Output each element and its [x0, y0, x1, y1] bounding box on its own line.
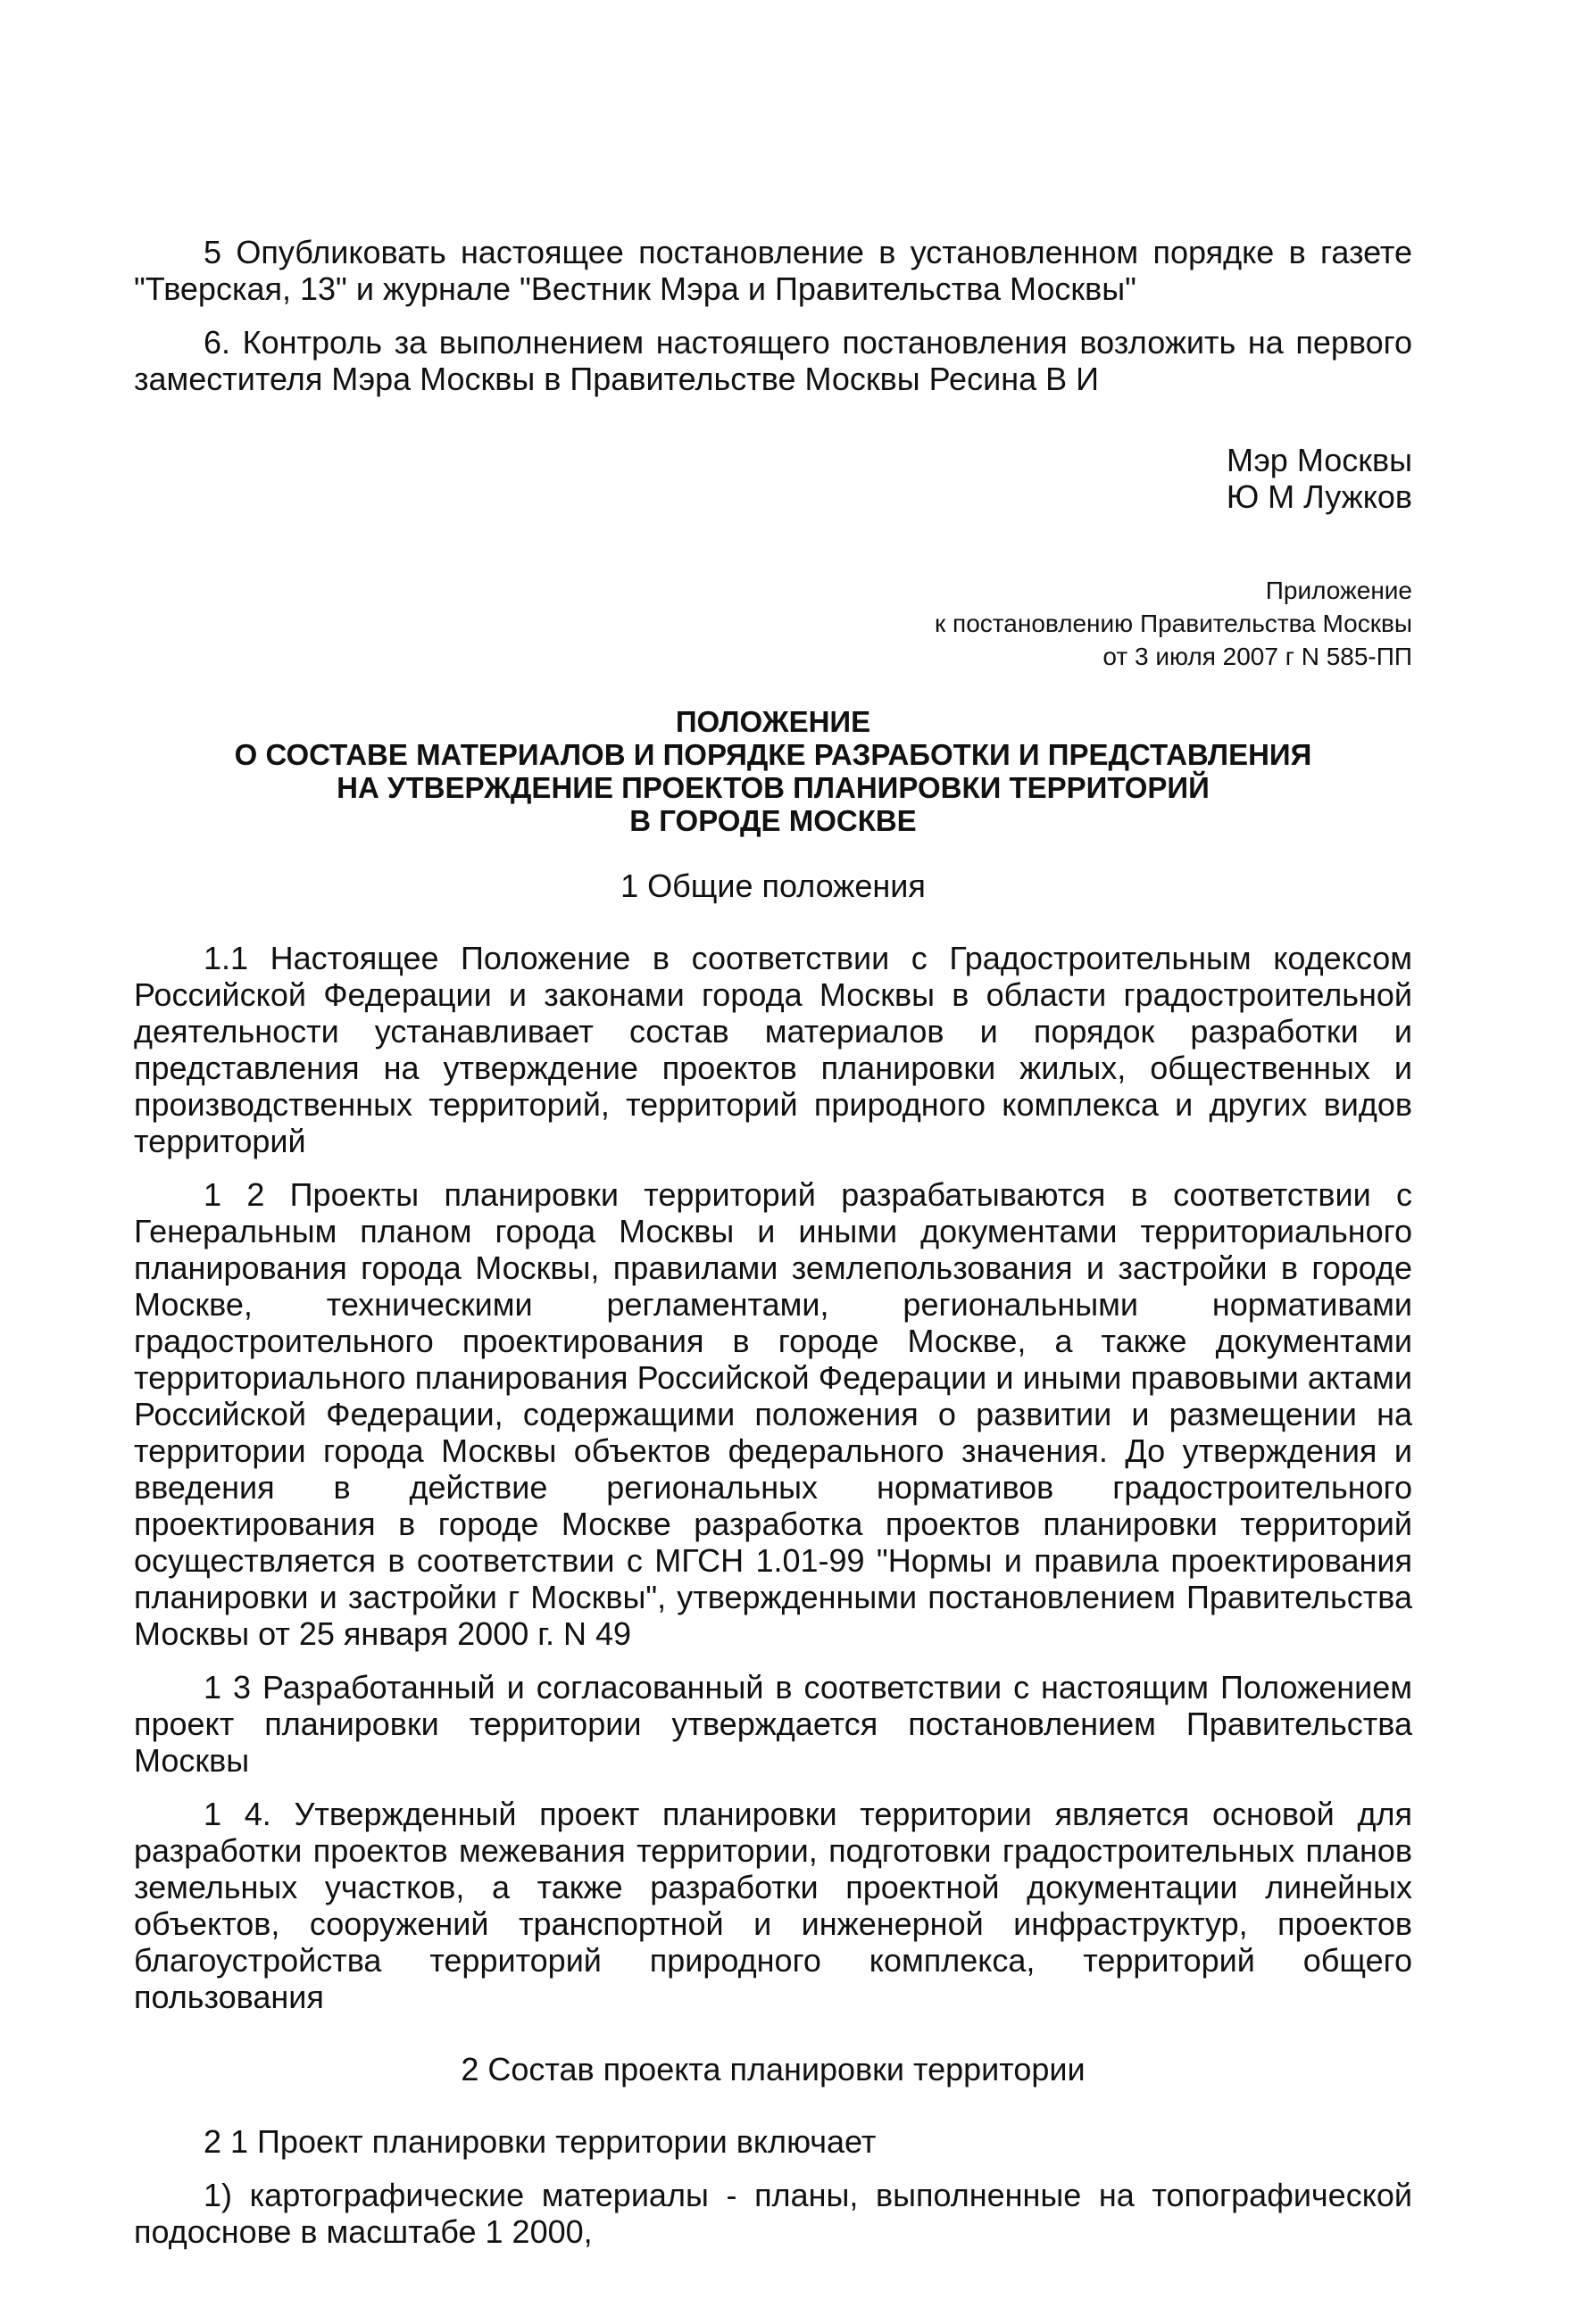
appendix-line-1: Приложение — [1265, 577, 1412, 604]
title-line-4: В ГОРОДЕ МОСКВЕ — [629, 804, 917, 837]
paragraph-2-1: 2 1 Проект планировки территории включает — [204, 2123, 877, 2160]
signature-name: Ю М Лужков — [1226, 478, 1412, 515]
paragraph-6: 6. Контроль за выполнением настоящего постановления возложить на первого заместителя Мэра Москвы в Правительстве Москвы Ресина В И — [134, 324, 1412, 397]
document-title — [134, 705, 1412, 837]
paragraph-2-1-item-1: 1) картографические материалы - планы, выполненные на топографической подоснове в масштабе 1 2000, — [134, 2177, 1412, 2250]
paragraph-1-2: 1 2 Проекты планировки территорий разрабатываются в соответствии с Генеральным планом города Москвы и иными документами территориального планирования города Москвы, правилами землепользования и застройки в городе Москве, техническими регламентами, региональными нормативами градостроительного проектирования в городе Москве, а также документами территориального планирования Российской Федерации и иными правовыми актами Российской Федерации, содержащими положения о развитии и размещении на территории города Москвы объектов федерального значения. До утверждения и введения в действие региональных нормативов градостроительного проектирования в городе Москве разработка проектов планировки территорий осуществляется в соответствии с МГСН 1.01-99 "Нормы и правила проектирования планировки и застройки г Москвы", утвержденными постановлением Правительства Москвы от 25 января 2000 г. N 49 — [134, 1176, 1412, 1652]
appendix-block — [134, 574, 1412, 673]
signature-position: Мэр Москвы — [1227, 442, 1412, 478]
section-2-heading: 2 Состав проекта планировки территории — [461, 2051, 1086, 2087]
section-1-heading: 1 Общие положения — [620, 867, 926, 904]
paragraph-1-3: 1 3 Разработанный и согласованный в соответствии с настоящим Положением проект планировки территории утверждается постановлением Правительства Москвы — [134, 1669, 1412, 1779]
title-line-1: ПОЛОЖЕНИЕ — [675, 705, 871, 738]
document-body — [134, 234, 1412, 2267]
title-line-2: О СОСТАВЕ МАТЕРИАЛОВ И ПОРЯДКЕ РАЗРАБОТКИ И ПРЕДСТАВЛЕНИЯ — [234, 738, 1312, 771]
title-line-3: НА УТВЕРЖДЕНИЕ ПРОЕКТОВ ПЛАНИРОВКИ ТЕРРИТОРИЙ — [337, 771, 1210, 804]
paragraph-1-1: 1.1 Настоящее Положение в соответствии с Градостроительным кодексом Российской Федерации и законами города Москвы в области градостроительной деятельности устанавливает состав материалов и порядок разработки и представления на утверждение проектов планировки жилых, общественных и производственных территорий, территорий природного комплекса и других видов территорий — [134, 940, 1412, 1159]
paragraph-1-4: 1 4. Утвержденный проект планировки территории является основой для разработки проектов межевания территории, подготовки градостроительных планов земельных участков, а также разработки проектной документации линейных объектов, сооружений транспортной и инженерной инфраструктур, проектов благоустройства территорий природного комплекса, территорий общего пользования — [134, 1796, 1412, 2015]
appendix-line-3: от 3 июля 2007 г N 585-ПП — [1102, 643, 1412, 670]
signature-block — [134, 442, 1412, 515]
appendix-line-2: к постановлению Правительства Москвы — [935, 610, 1412, 637]
paragraph-5: 5 Опубликовать настоящее постановление в установленном порядке в газете "Тверская, 13" и журнале "Вестник Мэра и Правительства Москвы" — [134, 234, 1412, 307]
